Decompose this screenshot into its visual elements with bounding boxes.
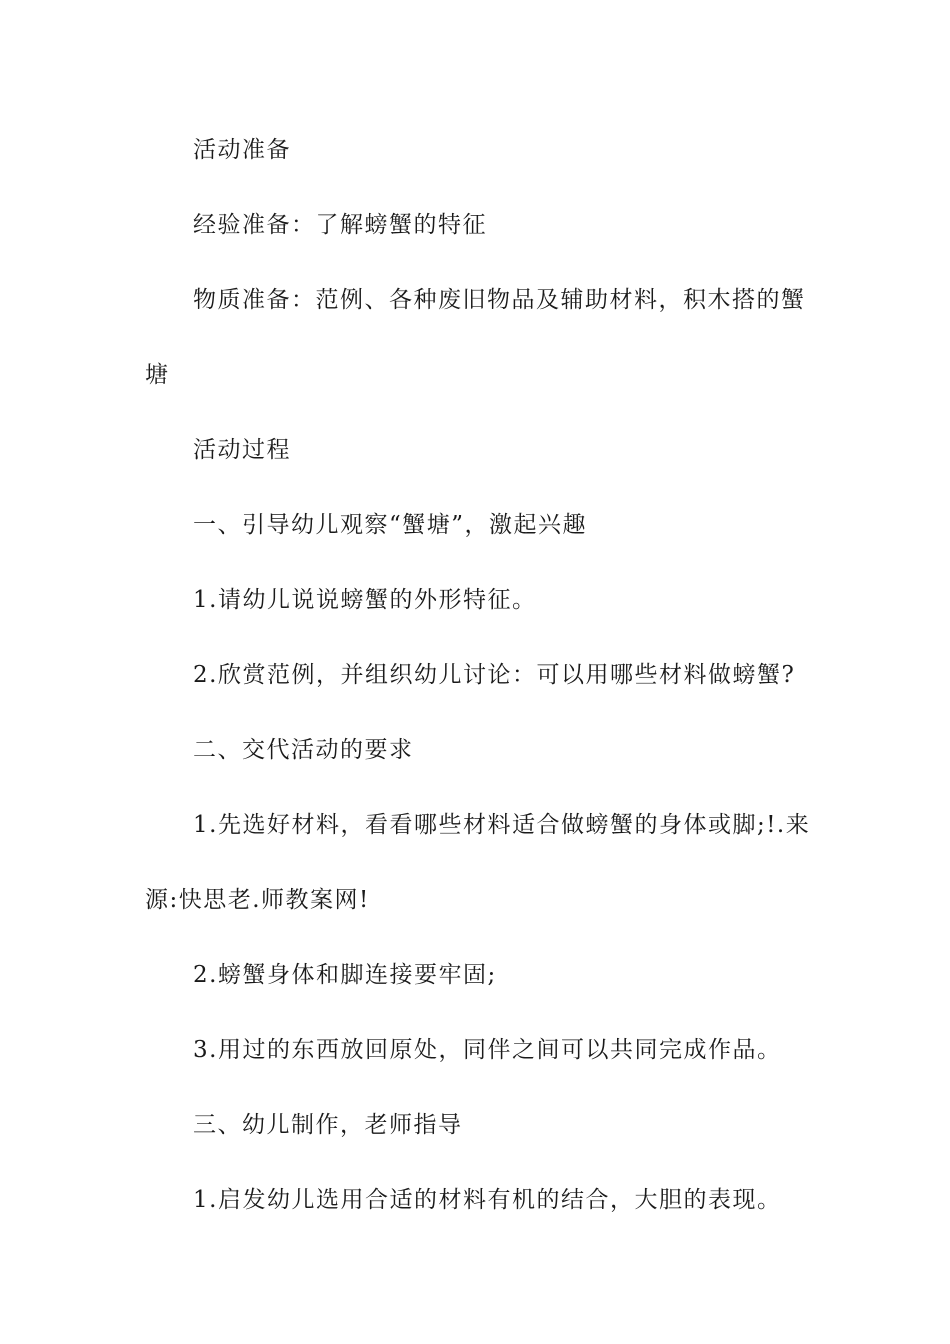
material-preparation-text: 物质准备：范例、各种废旧物品及辅助材料，积木搭的蟹塘	[145, 287, 806, 388]
section-heading-activity-preparation: 活动准备	[193, 137, 291, 163]
step-three-heading: 三、幼儿制作，老师指导	[193, 1112, 463, 1138]
experience-preparation-text: 经验准备：了解螃蟹的特征	[193, 212, 487, 238]
step-two-item-2: 2.螃蟹身体和脚连接要牢固;	[193, 962, 497, 988]
step-two-item-3: 3.用过的东西放回原处，同伴之间可以共同完成作品。	[193, 1037, 782, 1063]
step-three-item-1: 1.启发幼儿选用合适的材料有机的结合，大胆的表现。	[193, 1187, 782, 1213]
step-two-heading: 二、交代活动的要求	[193, 737, 414, 763]
step-two-item-1: 1.先选好材料，看看哪些材料适合做螃蟹的身体或脚;!.来源:快思老.师教案网!	[145, 812, 811, 913]
step-one-item-1: 1.请幼儿说说螃蟹的外形特征。	[193, 587, 537, 613]
step-one-heading: 一、引导幼儿观察“蟹塘”，激起兴趣	[193, 512, 588, 538]
section-heading-activity-process: 活动过程	[193, 437, 291, 463]
step-one-item-2: 2.欣赏范例，并组织幼儿讨论：可以用哪些材料做螃蟹?	[193, 662, 796, 688]
